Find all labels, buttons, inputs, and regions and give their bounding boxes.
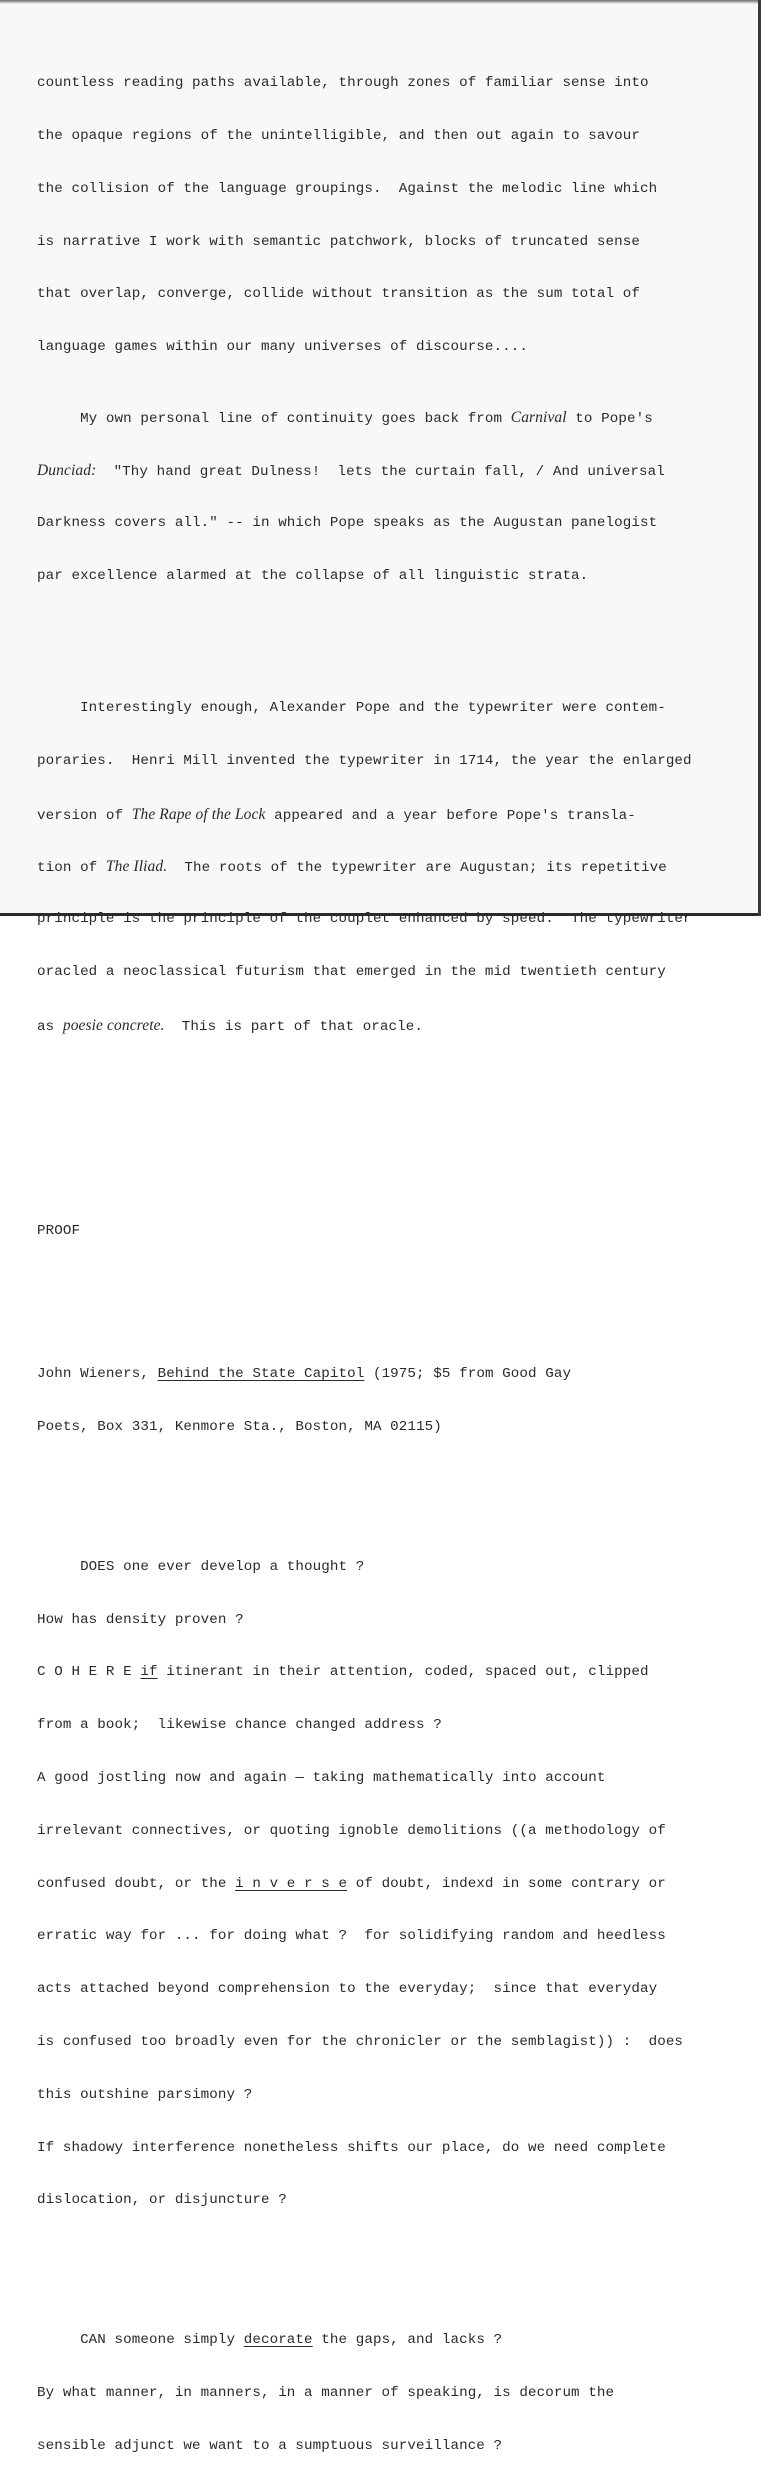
spacer (37, 2263, 737, 2280)
poem2-line: sensible adjunct we want to a sumptuous surveillance ? (37, 2438, 503, 2454)
poem1-line: dislocation, or disjuncture ? (37, 2192, 287, 2209)
citation-line (37, 1366, 737, 1384)
poem1-line: irrelevant connectives, or quoting ignoble demolitions ((a methodology of (37, 1822, 666, 1839)
poem1-line (37, 1876, 737, 1894)
text-run: CAN someone simply (37, 2332, 244, 2349)
para1-line: the collision of the language groupings. Against the melodic line which (37, 180, 658, 197)
para3-line (37, 858, 737, 876)
spacer (37, 1293, 737, 1313)
text-run: "Thy hand great Dulness! lets the curtain fall, / And universal (96, 464, 665, 481)
body-text (37, 40, 737, 2491)
para2-line (37, 409, 737, 427)
book-title: Behind the State Capitol (157, 1365, 365, 1382)
poem2-line (37, 2332, 737, 2350)
para2-line: Darkness covers all." -- in which Pope speaks as the Augustan panelogist (37, 515, 658, 532)
text-run: the gaps, and lacks ? (312, 2332, 503, 2349)
text-run: C O H E R E (37, 1664, 141, 1681)
text-run: of doubt, indexd in some contrary or (347, 1875, 666, 1892)
para3-line (37, 1017, 737, 1035)
para3-line: principle is the principle of the couplet enhanced by speed. The typewriter (37, 911, 692, 928)
section-heading: PROOF (37, 1222, 81, 1239)
poem1-line: acts attached beyond comprehension to the everyday; since that everyday (37, 1981, 658, 1998)
text-run: confused doubt, or the (37, 1875, 236, 1892)
para1-line: is narrative I work with semantic patchwork, blocks of truncated sense (37, 233, 640, 250)
poem1-line: If shadowy interference nonetheless shifts our place, do we need complete (37, 2139, 666, 2156)
text-run: This is part of that oracle. (164, 1018, 423, 1035)
text-run: as (37, 1018, 63, 1035)
text-run: My own personal line of continuity goes back from (37, 411, 511, 428)
underlined-word: if (140, 1664, 158, 1681)
underlined-word: i n v e r s e (235, 1875, 348, 1892)
text-run: John Wieners, (37, 1365, 158, 1382)
para2-line (37, 462, 737, 480)
para1-line: countless reading paths available, through zones of familiar sense into (37, 75, 649, 92)
text-run: itinerant in their attention, coded, spaced out, clipped (157, 1664, 649, 1681)
term-poesie-concrete: poesie concrete. (62, 1016, 165, 1034)
poem1-line: is confused too broadly even for the chronicler or the semblagist)) : does (37, 2033, 684, 2050)
poem1-line: this outshine parsimony ? (37, 2086, 253, 2103)
poem1-line (37, 1664, 737, 1682)
text-run: appeared and a year before Pope's transla- (265, 807, 636, 824)
poem1-line: erratic way for ... for doing what ? for solidifying random and heedless (37, 1928, 666, 1945)
title-iliad: The Iliad. (105, 858, 168, 876)
poem1-line: How has density proven ? (37, 1611, 244, 1628)
text-run: tion of (37, 860, 106, 877)
para1-line: that overlap, converge, collide without transition as the sum total of (37, 286, 640, 303)
para3-line: poraries. Henri Mill invented the typewriter in 1714, the year the enlarged (37, 752, 692, 769)
para3-line: oracled a neoclassical futurism that emerged in the mid twentieth century (37, 963, 666, 980)
para3-line (37, 806, 737, 824)
title-rape-of-the-lock: The Rape of the Lock (131, 805, 266, 823)
para3-line: Interestingly enough, Alexander Pope and the typewriter were contem- (37, 699, 666, 716)
spacer (37, 1489, 737, 1506)
page-top-edge (0, 0, 761, 4)
text-run: (1975; $5 from Good Gay (364, 1365, 572, 1382)
para1-line: the opaque regions of the unintelligible, and then out again to savour (37, 127, 640, 144)
poem2-line: By what manner, in manners, in a manner of speaking, is decorum the (37, 2385, 615, 2402)
text-run: version of (37, 807, 132, 824)
text-run: to Pope's (566, 411, 653, 428)
spacer (37, 1087, 737, 1170)
text-run: The roots of the typewriter are Augustan; its repetitive (167, 860, 667, 877)
spacer (37, 638, 737, 647)
poem1-line: from a book; likewise chance changed address ? (37, 1717, 442, 1734)
citation-line: Poets, Box 331, Kenmore Sta., Boston, MA 02115) (37, 1418, 442, 1435)
para2-line: par excellence alarmed at the collapse of all linguistic strata. (37, 567, 589, 584)
underlined-word: decorate (243, 2332, 313, 2349)
title-carnival: Carnival (510, 409, 567, 427)
poem1-line: DOES one ever develop a thought ? (37, 1558, 365, 1575)
title-dunciad: Dunciad: (37, 462, 97, 480)
poem1-line: A good jostling now and again — taking mathematically into account (37, 1770, 606, 1787)
para1-line: language games within our many universes of discourse.... (37, 339, 528, 356)
